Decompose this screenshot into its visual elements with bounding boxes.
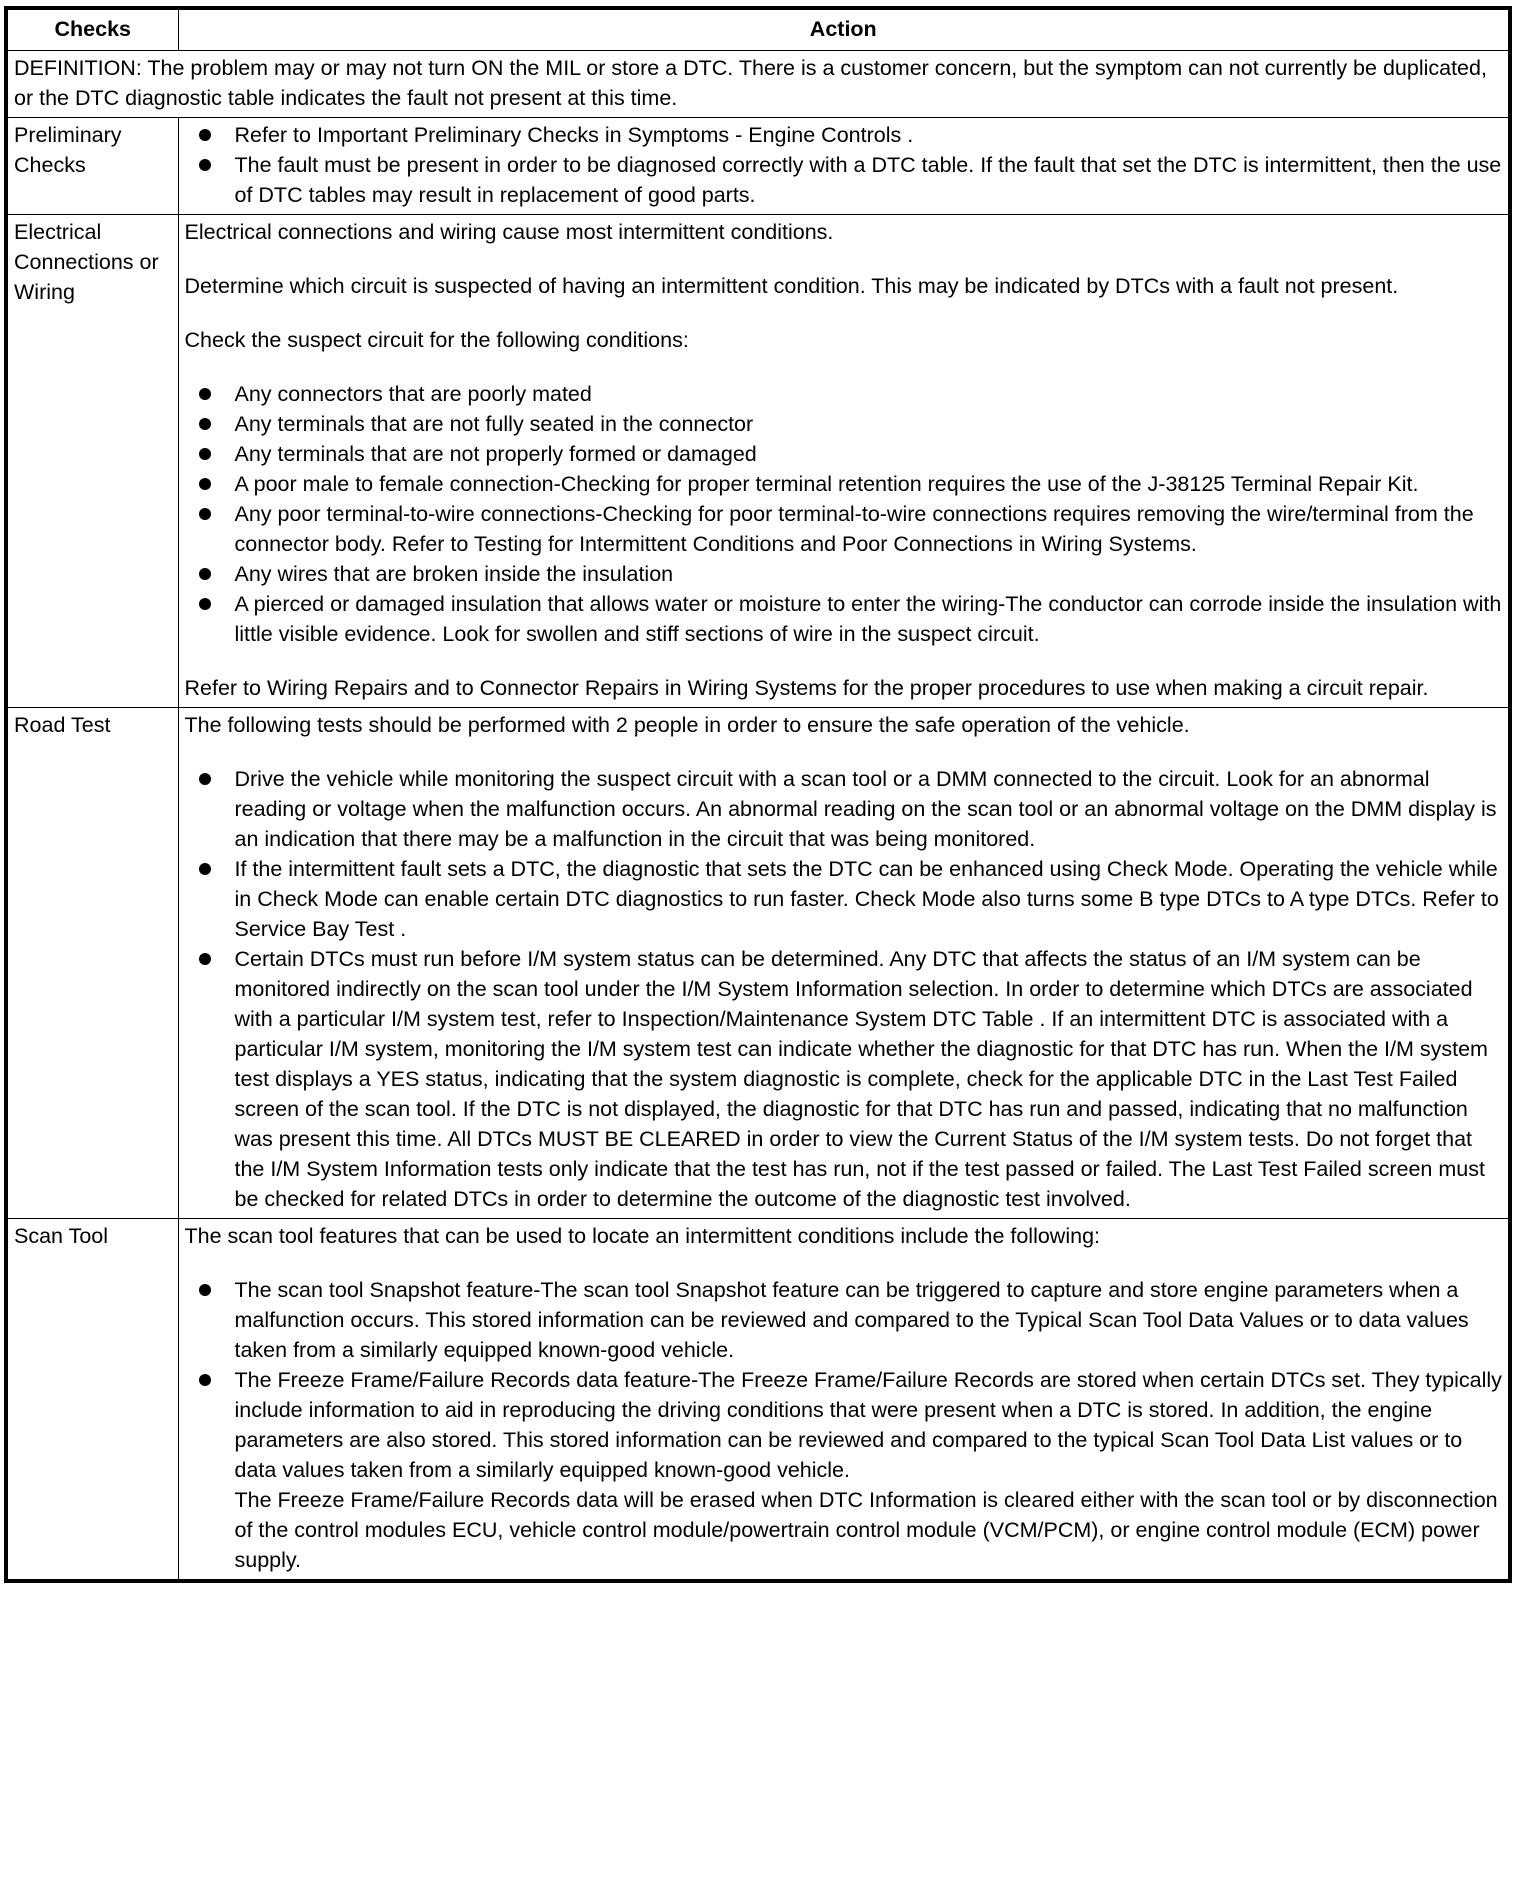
bullet-icon [199, 448, 211, 460]
list-item-text: The scan tool Snapshot feature-The scan tool Snapshot feature can be triggered to capture and store engine parameters when a malfunction occurs. This stored information can be reviewed and compared to the Typical Scan Tool Data Values or to data values taken from a similarly equipped known-good vehicle. [234, 1278, 1469, 1362]
checks-header: Checks [6, 8, 178, 51]
bullet-icon [199, 953, 211, 965]
list-item-text: Refer to Important Preliminary Checks in Symptoms - Engine Controls . [234, 123, 914, 147]
list-item-text: Any poor terminal-to-wire connections-Checking for poor terminal-to-wire connections requires removing the wire/terminal from the connector body. Refer to Testing for Intermittent Conditions and Poor Connections in Wiring Systems. [234, 502, 1474, 556]
list-item [185, 120, 1503, 150]
list-item [185, 559, 1503, 589]
list-item-text: Any terminals that are not fully seated in the connector [234, 412, 754, 436]
bullet-icon [199, 1284, 211, 1296]
bullet-icon [199, 159, 211, 171]
header-row [6, 8, 1510, 51]
table-row [6, 708, 1510, 1219]
list-item-text: Certain DTCs must run before I/M system status can be determined. Any DTC that affects the status of an I/M system can be monitored indirectly on the scan tool under the I/M System Information selection. In order to determine which DTCs are associated with a particular I/M system test, refer to Inspection/Maintenance System DTC Table . If an intermittent DTC is associated with a particular I/M system, monitoring the I/M system test can indicate whether the diagnostic for that DTC has run. When the I/M system test displays a YES status, indicating that the system diagnostic is complete, check for the applicable DTC in the Last Test Failed screen of the scan tool. If the DTC is not displayed, the diagnostic for that DTC has run and passed, indicating that no malfunction was present this time. All DTCs MUST BE CLEARED in order to view the Current Status of the I/M system tests. Do not forget that the I/M System Information tests only indicate that the test has run, not if the test passed or failed. The Last Test Failed screen must be checked for related DTCs in order to determine the outcome of the diagnostic test involved. [234, 947, 1488, 1211]
bullet-icon [199, 418, 211, 430]
list-item [185, 499, 1503, 559]
definition-row [6, 51, 1510, 118]
action-cell [178, 118, 1510, 215]
list-item [185, 944, 1503, 1214]
paragraph: Electrical connections and wiring cause most intermittent conditions. [184, 220, 834, 244]
bullet-list [185, 1275, 1503, 1575]
list-item [185, 1275, 1503, 1365]
list-item-text: Any terminals that are not properly formed or damaged [234, 442, 757, 466]
check-label: Preliminary Checks [6, 118, 178, 215]
bullet-icon [199, 598, 211, 610]
paragraph: Determine which circuit is suspected of having an intermittent condition. This may be indicated by DTCs with a fault not present. [184, 274, 1399, 298]
intermittent-conditions-table [4, 6, 1512, 1583]
action-cell [178, 215, 1510, 708]
bullet-icon [199, 129, 211, 141]
action-header: Action [178, 8, 1510, 51]
bullet-icon [199, 1374, 211, 1386]
list-item [185, 469, 1503, 499]
bullet-icon [199, 773, 211, 785]
bullet-icon [199, 863, 211, 875]
bullet-icon [199, 478, 211, 490]
list-item [185, 854, 1503, 944]
list-item-text: Any connectors that are poorly mated [234, 382, 592, 406]
bullet-list [185, 379, 1503, 649]
table-row [6, 215, 1510, 708]
bullet-icon [199, 508, 211, 520]
bullet-icon [199, 568, 211, 580]
bullet-list [185, 764, 1503, 1214]
table-row [6, 1219, 1510, 1582]
paragraph: The following tests should be performed with 2 people in order to ensure the safe operation of the vehicle. [184, 713, 1190, 737]
list-item-text: The fault must be present in order to be diagnosed correctly with a DTC table. If the fault that set the DTC is intermittent, then the use of DTC tables may result in replacement of good parts. [234, 153, 1502, 207]
list-item-text: If the intermittent fault sets a DTC, the diagnostic that sets the DTC can be enhanced using Check Mode. Operating the vehicle while in Check Mode can enable certain DTC diagnostics to run faster. Check Mode also turns some B type DTCs to A type DTCs. Refer to Service Bay Test . [234, 857, 1499, 941]
action-cell [178, 1219, 1510, 1582]
list-item [185, 589, 1503, 649]
action-cell [178, 708, 1510, 1219]
bullet-icon [199, 388, 211, 400]
check-label: Road Test [6, 708, 178, 1219]
list-item-text: Drive the vehicle while monitoring the suspect circuit with a scan tool or a DMM connected to the circuit. Look for an abnormal reading or voltage when the malfunction occurs. An abnormal reading on the scan tool or an abnormal voltage on the DMM display is an indication that there may be a malfunction in the circuit that was being monitored. [234, 767, 1497, 851]
list-item [185, 150, 1503, 210]
list-item-text: The Freeze Frame/Failure Records data feature-The Freeze Frame/Failure Records are stored when certain DTCs set. They typically include information to aid in reproducing the driving conditions that were present when a DTC is stored. In addition, the engine parameters are also stored. This stored information can be reviewed and compared to the typical Scan Tool Data List values or to data values taken from a similarly equipped known-good vehicle. [234, 1368, 1502, 1482]
list-item-text: Any wires that are broken inside the insulation [234, 562, 674, 586]
list-item [185, 409, 1503, 439]
list-item [185, 1365, 1503, 1575]
list-item [185, 379, 1503, 409]
paragraph: Check the suspect circuit for the following conditions: [184, 328, 689, 352]
paragraph: The scan tool features that can be used to locate an intermittent conditions include the following: [184, 1224, 1101, 1248]
check-label: Scan Tool [6, 1219, 178, 1582]
check-label: Electrical Connections or Wiring [6, 215, 178, 708]
definition-text: DEFINITION: The problem may or may not turn ON the MIL or store a DTC. There is a customer concern, but the symptom can not currently be duplicated, or the DTC diagnostic table indicates the fault not present at this time. [6, 51, 1510, 118]
paragraph: Refer to Wiring Repairs and to Connector Repairs in Wiring Systems for the proper procedures to use when making a circuit repair. [184, 676, 1429, 700]
list-item-text: A poor male to female connection-Checking for proper terminal retention requires the use of the J-38125 Terminal Repair Kit. [234, 472, 1419, 496]
bullet-list [185, 120, 1503, 210]
list-item [185, 764, 1503, 854]
list-item-text: A pierced or damaged insulation that allows water or moisture to enter the wiring-The conductor can corrode inside the insulation with little visible evidence. Look for swollen and stiff sections of wire in the suspect circuit. [234, 592, 1502, 646]
list-item [185, 439, 1503, 469]
list-item-note: The Freeze Frame/Failure Records data will be erased when DTC Information is cleared either with the scan tool or by disconnection of the control modules ECU, vehicle control module/powertrain control module (VCM/PCM), or engine control module (ECM) power supply. [234, 1488, 1498, 1572]
table-row [6, 118, 1510, 215]
